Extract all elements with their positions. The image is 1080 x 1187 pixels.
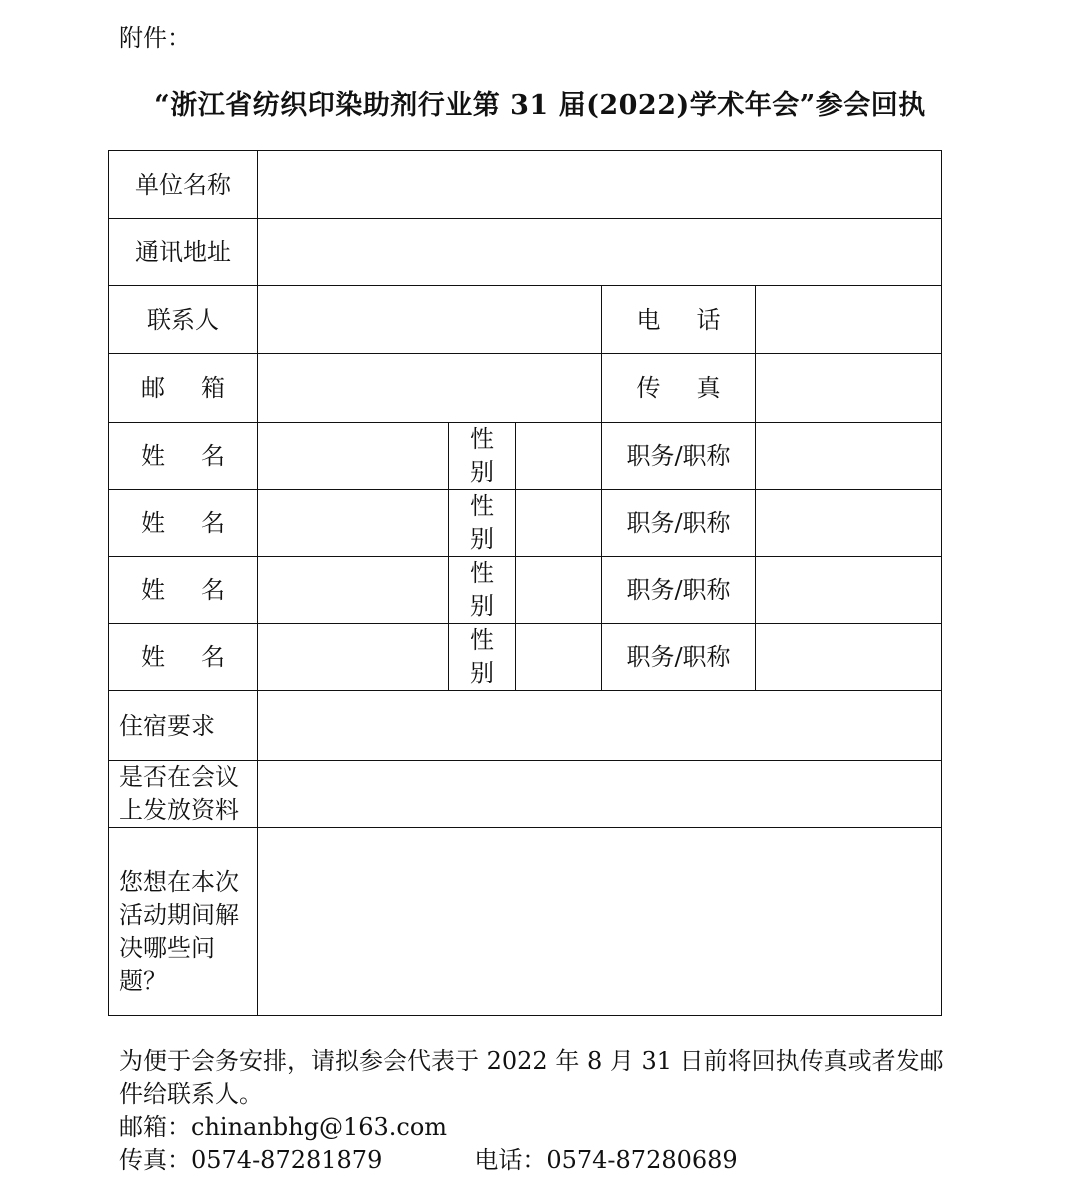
tel-text: 电话：0574-87280689 — [474, 1146, 738, 1174]
questions-field[interactable] — [258, 828, 942, 1016]
contact-label: 联系人 — [109, 286, 258, 354]
gender-field[interactable] — [516, 423, 602, 490]
lodging-label: 住宿要求 — [109, 691, 258, 761]
position-label: 职务/职称 — [602, 490, 756, 557]
name-field[interactable] — [258, 557, 449, 624]
position-field[interactable] — [756, 624, 942, 691]
name-field[interactable] — [258, 490, 449, 557]
materials-label: 是否在会议 上发放资料 — [109, 761, 258, 828]
gender-label: 性 别 — [449, 624, 516, 691]
position-field[interactable] — [756, 557, 942, 624]
lodging-field[interactable] — [258, 691, 942, 761]
position-field[interactable] — [756, 490, 942, 557]
name-field[interactable] — [258, 423, 449, 490]
attendee-row — [109, 423, 942, 490]
email-label: 邮 箱 — [109, 354, 258, 423]
note-line-1: 为便于会务安排，请拟参会代表于 2022 年 8 月 31 日前将回执传真或者发邮 — [119, 1047, 944, 1075]
unit-name-field[interactable] — [258, 151, 942, 219]
address-field[interactable] — [258, 219, 942, 286]
materials-field[interactable] — [258, 761, 942, 828]
name-label: 姓 名 — [109, 490, 258, 557]
registration-form-table — [108, 150, 942, 1016]
email-line: 邮箱：chinanbhg@163.com — [119, 1113, 448, 1141]
fax-field[interactable] — [756, 354, 942, 423]
row-address — [109, 219, 942, 286]
email-field[interactable] — [258, 354, 602, 423]
gender-label: 性 别 — [449, 490, 516, 557]
note-line-2: 件给联系人。 — [119, 1080, 263, 1108]
row-materials — [109, 761, 942, 828]
footer-notes — [119, 1045, 979, 1177]
address-label: 通讯地址 — [109, 219, 258, 286]
position-label: 职务/职称 — [602, 423, 756, 490]
fax-text: 传真：0574-87281879 — [119, 1146, 383, 1174]
position-label: 职务/职称 — [602, 557, 756, 624]
name-label: 姓 名 — [109, 624, 258, 691]
attendee-row — [109, 490, 942, 557]
phone-field[interactable] — [756, 286, 942, 354]
row-questions — [109, 828, 942, 1016]
attendee-row — [109, 624, 942, 691]
position-label: 职务/职称 — [602, 624, 756, 691]
gender-field[interactable] — [516, 624, 602, 691]
name-label: 姓 名 — [109, 557, 258, 624]
row-email — [109, 354, 942, 423]
attachment-label: 附件： — [119, 24, 191, 52]
questions-label: 您想在本次 活动期间解 决哪些问 题？ — [109, 828, 258, 1016]
form-title: “浙江省纺织印染助剂行业第 31 届(2022)学术年会”参会回执 — [154, 90, 926, 121]
gender-label: 性 别 — [449, 423, 516, 490]
name-label: 姓 名 — [109, 423, 258, 490]
row-unit-name — [109, 151, 942, 219]
phone-label: 电 话 — [602, 286, 756, 354]
unit-name-label: 单位名称 — [109, 151, 258, 219]
contact-field[interactable] — [258, 286, 602, 354]
gender-field[interactable] — [516, 490, 602, 557]
fax-label: 传 真 — [602, 354, 756, 423]
gender-label: 性 别 — [449, 557, 516, 624]
fax-tel-line — [119, 1144, 979, 1177]
gender-field[interactable] — [516, 557, 602, 624]
attendee-row — [109, 557, 942, 624]
position-field[interactable] — [756, 423, 942, 490]
row-lodging — [109, 691, 942, 761]
row-contact — [109, 286, 942, 354]
name-field[interactable] — [258, 624, 449, 691]
